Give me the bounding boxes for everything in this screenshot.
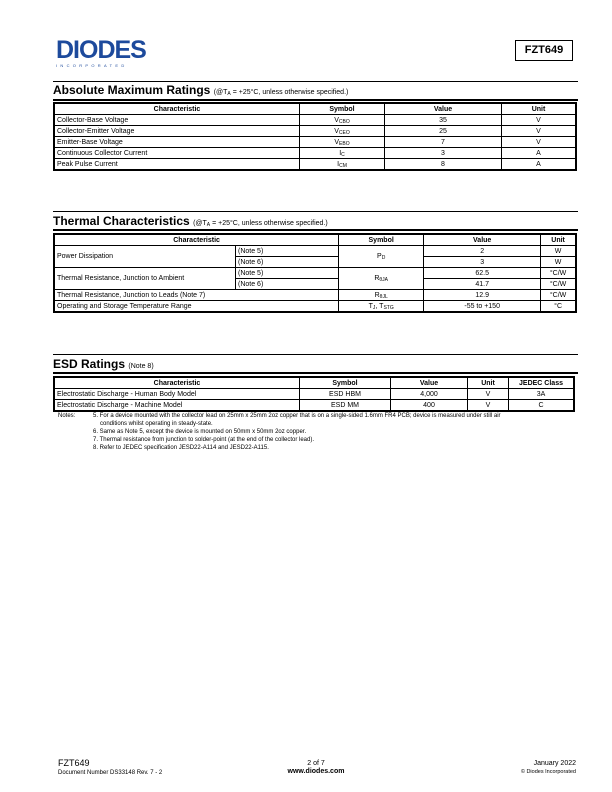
col-header: Symbol — [300, 377, 391, 389]
abs-max-title — [53, 83, 348, 97]
table-row — [54, 268, 576, 279]
cell-class: 3A — [509, 389, 575, 400]
esd-title-text: ESD Ratings — [53, 357, 126, 371]
cell-value: 41.7 — [424, 279, 541, 290]
esd-table — [53, 376, 575, 412]
cell-characteristic: Thermal Resistance, Junction to Leads (Note 7) — [54, 290, 339, 301]
cell-symbol: $R_{\theta JA}$ — [339, 268, 424, 290]
footer-document-number: Document Number DS33148 Rev. 7 - 2 — [58, 770, 163, 776]
cell-unit: °C — [541, 301, 576, 313]
cell-characteristic: Electrostatic Discharge - Machine Model — [54, 400, 300, 412]
cell-unit: W — [541, 257, 576, 268]
cell-unit: A — [502, 159, 577, 171]
table-row — [54, 115, 576, 126]
table-row — [54, 301, 576, 313]
col-header: Symbol — [339, 234, 424, 246]
cell-class: C — [509, 400, 575, 412]
col-header: Symbol — [300, 103, 385, 115]
cell-symbol: $V_{CBO}$ — [300, 115, 385, 126]
cell-value: 8 — [385, 159, 502, 171]
part-number-box: FZT649 — [515, 40, 573, 61]
logo-text: DIODES — [56, 36, 146, 64]
table-header-row — [54, 234, 576, 246]
cell-characteristic: Continuous Collector Current — [54, 148, 300, 159]
footer-url[interactable]: www.diodes.com — [287, 768, 345, 775]
cell-value: 62.5 — [424, 268, 541, 279]
diodes-logo — [56, 38, 166, 68]
cell-characteristic: Emitter-Base Voltage — [54, 137, 300, 148]
section-divider — [53, 229, 578, 231]
cell-symbol: ESD MM — [300, 400, 391, 412]
cell-value: 3 — [424, 257, 541, 268]
cell-characteristic: Collector-Emitter Voltage — [54, 126, 300, 137]
footer-date: January 2022 — [533, 760, 576, 767]
cell-unit: V — [468, 400, 509, 412]
col-header: Unit — [502, 103, 577, 115]
note-item: conditions whilst operating in steady-state. — [100, 421, 213, 427]
abs-max-table — [53, 102, 577, 171]
cell-value: -55 to +150 — [424, 301, 541, 313]
logo-subtext: INCORPORATED — [56, 63, 128, 68]
footer-page-number: 2 of 7 — [307, 760, 325, 767]
notes-list — [93, 412, 573, 452]
cell-unit: A — [502, 148, 577, 159]
cell-value: 3 — [385, 148, 502, 159]
table-row — [54, 290, 576, 301]
cell-value: 12.9 — [424, 290, 541, 301]
cell-symbol: $V_{EBO}$ — [300, 137, 385, 148]
cell-characteristic: Peak Pulse Current — [54, 159, 300, 171]
cell-symbol: $T_J$, $T_{STG}$ — [339, 301, 424, 313]
col-header: Value — [391, 377, 468, 389]
cell-note: (Note 6) — [236, 279, 339, 290]
cell-unit: V — [502, 137, 577, 148]
cell-value: 400 — [391, 400, 468, 412]
cell-symbol: $I_C$ — [300, 148, 385, 159]
table-header-row — [54, 377, 574, 389]
thermal-condition: ($@T_A = +25^\circ C$, unless otherwise specified.) — [193, 220, 328, 228]
table-row — [54, 148, 576, 159]
cell-symbol: $R_{\theta JL}$ — [339, 290, 424, 301]
col-header: Unit — [468, 377, 509, 389]
cell-unit: W — [541, 246, 576, 257]
section-divider — [53, 99, 578, 101]
col-header: Value — [424, 234, 541, 246]
table-header-row — [54, 103, 576, 115]
cell-unit: °C/W — [541, 290, 576, 301]
section-divider — [53, 211, 578, 212]
cell-symbol: ESD HBM — [300, 389, 391, 400]
note-item: 7. Thermal resistance from junction to solder-point (at the end of the collector lead). — [93, 437, 315, 443]
cell-value: 35 — [385, 115, 502, 126]
cell-characteristic: Operating and Storage Temperature Range — [54, 301, 339, 313]
footer-part-number: FZT649 — [58, 758, 90, 768]
table-row — [54, 126, 576, 137]
section-divider — [53, 81, 578, 82]
cell-characteristic: Collector-Base Voltage — [54, 115, 300, 126]
cell-characteristic: Thermal Resistance, Junction to Ambient — [54, 268, 236, 290]
cell-note: (Note 6) — [236, 257, 339, 268]
table-row — [54, 400, 574, 412]
cell-symbol: $V_{CEO}$ — [300, 126, 385, 137]
abs-max-condition: ($@T_A = +25^\circ C$, unless otherwise specified.) — [213, 89, 349, 97]
cell-unit: V — [468, 389, 509, 400]
note-item: 6. Same as Note 5, except the device is mounted on 50mm x 50mm 2oz copper. — [93, 429, 307, 435]
section-divider — [53, 354, 578, 355]
col-header: Characteristic — [54, 377, 300, 389]
cell-unit: V — [502, 115, 577, 126]
cell-value: 7 — [385, 137, 502, 148]
cell-symbol: $P_D$ — [339, 246, 424, 268]
cell-characteristic: Power Dissipation — [54, 246, 236, 268]
note-item: 8. Refer to JEDEC specification JESD22-A114 and JESD22-A115. — [93, 445, 269, 451]
table-row — [54, 246, 576, 257]
table-row — [54, 159, 576, 171]
abs-max-title-text: Absolute Maximum Ratings — [53, 83, 211, 97]
cell-value: 2 — [424, 246, 541, 257]
cell-characteristic: Electrostatic Discharge - Human Body Model — [54, 389, 300, 400]
thermal-title-text: Thermal Characteristics — [53, 214, 190, 228]
col-header: Unit — [541, 234, 576, 246]
note-item: 5. For a device mounted with the collector lead on 25mm x 25mm 2oz copper that is on a single-sided 1.6mm FR4 PCB; device is measured under still air — [93, 413, 501, 419]
cell-note: (Note 5) — [236, 268, 339, 279]
col-header: Value — [385, 103, 502, 115]
col-header: JEDEC Class — [509, 377, 575, 389]
section-divider — [53, 372, 578, 374]
thermal-table — [53, 233, 577, 313]
table-row — [54, 137, 576, 148]
col-header: Characteristic — [54, 234, 339, 246]
col-header: Characteristic — [54, 103, 300, 115]
esd-title — [53, 357, 154, 371]
cell-note: (Note 5) — [236, 246, 339, 257]
thermal-title — [53, 214, 328, 228]
cell-symbol: $I_{CM}$ — [300, 159, 385, 171]
cell-value: 25 — [385, 126, 502, 137]
footer-copyright: © Diodes Incorporated — [520, 769, 576, 775]
table-row — [54, 389, 574, 400]
cell-unit: °C/W — [541, 268, 576, 279]
cell-value: 4,000 — [391, 389, 468, 400]
notes-label: Notes: — [58, 413, 76, 419]
cell-unit: °C/W — [541, 279, 576, 290]
cell-unit: V — [502, 126, 577, 137]
esd-note: (Note 8) — [128, 363, 154, 370]
